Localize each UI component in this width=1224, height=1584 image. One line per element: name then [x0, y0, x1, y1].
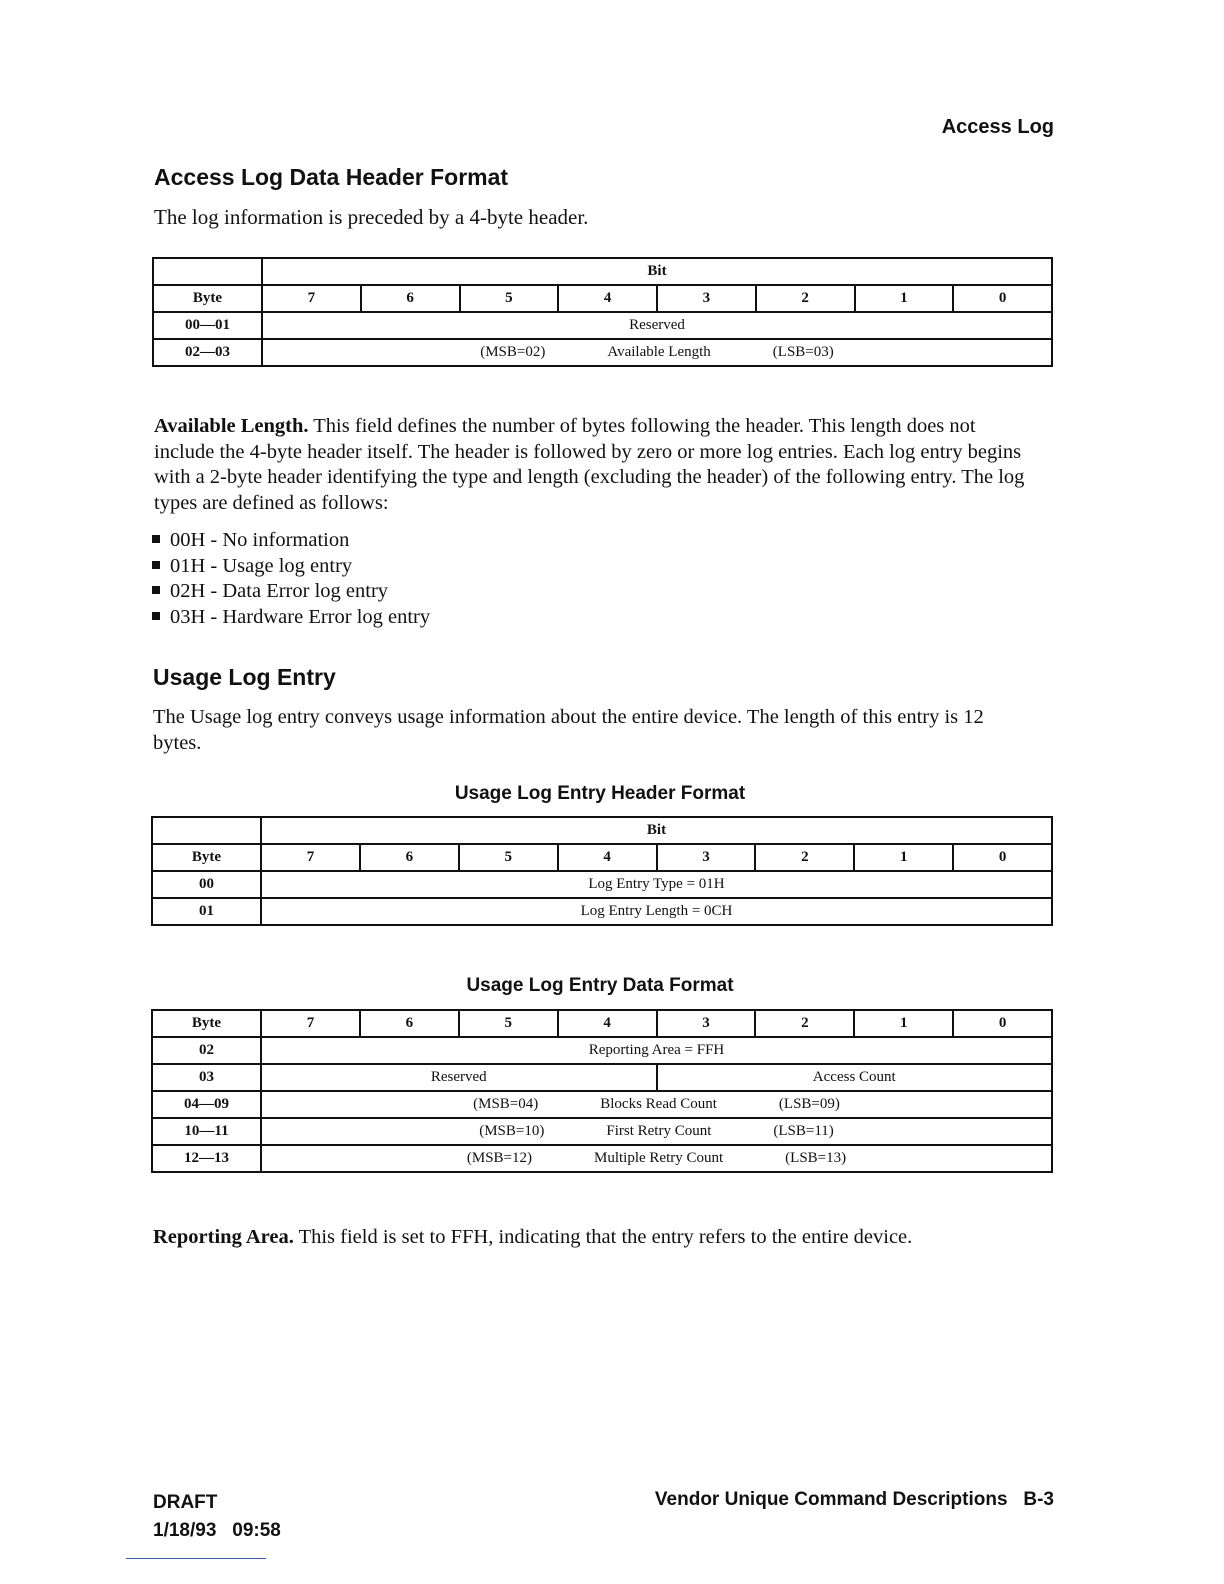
byte-cell: 03: [152, 1064, 261, 1091]
byte-cell: 04—09: [152, 1091, 261, 1118]
field-cell: [261, 1118, 1052, 1145]
table-row: [153, 258, 1052, 285]
table-row: [152, 1037, 1052, 1064]
table-row: [153, 339, 1052, 366]
table-corner-cell: [153, 258, 262, 285]
msb-label: (MSB=10): [479, 1123, 545, 1139]
byte-cell: 01: [152, 898, 261, 925]
usage-log-paragraph: The Usage log entry conveys usage information about the entire device. The length of this entry is 12 bytes.: [153, 706, 984, 754]
footer-draft-block: [153, 1489, 281, 1545]
bit-number-cell: 2: [755, 1010, 854, 1037]
data-header-format-table: [152, 257, 1053, 367]
bit-header-cell: Bit: [262, 258, 1052, 285]
field-name: Multiple Retry Count: [594, 1150, 724, 1166]
bit-number-cell: 3: [657, 285, 756, 312]
field-name: Blocks Read Count: [600, 1096, 717, 1112]
bit-number-cell: 6: [360, 844, 459, 871]
draft-time: 09:58: [232, 1520, 281, 1541]
field-name: Available Length: [607, 344, 711, 360]
lsb-label: (LSB=11): [773, 1123, 834, 1139]
bit-number-cell: 2: [756, 285, 855, 312]
table-row: [152, 871, 1052, 898]
bit-number-cell: 6: [361, 285, 460, 312]
bit-number-cell: 1: [854, 1010, 953, 1037]
log-type-list: [152, 528, 430, 630]
bit-number-cell: 1: [855, 285, 954, 312]
msb-label: (MSB=04): [473, 1096, 539, 1112]
reporting-area-text: This field is set to FFH, indicating that the entry refers to the entire device.: [293, 1226, 913, 1248]
bit-number-cell: 0: [953, 844, 1052, 871]
bullet-icon: [152, 612, 160, 620]
intro-paragraph: The log information is preceded by a 4-byte header.: [154, 205, 589, 229]
bit-number-cell: 1: [854, 844, 953, 871]
bit-number-cell: 7: [261, 1010, 360, 1037]
term-available-length: Available Length.: [154, 415, 309, 437]
table-row: [153, 285, 1052, 312]
bit-number-cell: 3: [657, 844, 756, 871]
list-item: 01H - Usage log entry: [152, 554, 430, 580]
field-cell: [262, 339, 1052, 366]
usage-header-format-table: [151, 816, 1053, 926]
bit-number-cell: 7: [262, 285, 361, 312]
bit-number-cell: 3: [657, 1010, 756, 1037]
running-header: Access Log: [941, 116, 1054, 138]
bit-number-cell: 0: [953, 285, 1052, 312]
field-cell: Log Entry Type = 01H: [261, 871, 1052, 898]
bit-number-cell: 4: [558, 844, 657, 871]
byte-header-cell: Byte: [152, 844, 261, 871]
footer-divider: [126, 1558, 266, 1559]
table-row: [152, 844, 1052, 871]
bit-number-cell: 6: [360, 1010, 459, 1037]
field-cell: Access Count: [657, 1064, 1053, 1091]
field-cell: Reserved: [261, 1064, 657, 1091]
page-number: B-3: [1023, 1489, 1054, 1510]
field-cell: Log Entry Length = 0CH: [261, 898, 1052, 925]
bit-number-cell: 4: [558, 1010, 657, 1037]
table-row: [152, 1010, 1052, 1037]
msb-label: (MSB=02): [480, 344, 546, 360]
available-length-text: This field defines the number of bytes following the header. This length does not include the 4-byte header itself. The header is followed by zero or more log entries. Each log entry begins with a 2-byte header identifying the type and length (excluding the header) of the following entry. The log types are defined as follows:: [154, 415, 1025, 514]
table-row: [152, 1118, 1052, 1145]
bit-number-cell: 5: [459, 1010, 558, 1037]
footer-section-title: Vendor Unique Command Descriptions: [654, 1489, 1008, 1510]
list-item: 03H - Hardware Error log entry: [152, 605, 430, 631]
byte-cell: 02: [152, 1037, 261, 1064]
section-title-data-header-format: Access Log Data Header Format: [154, 164, 509, 190]
bullet-icon: [152, 535, 160, 543]
byte-header-cell: Byte: [153, 285, 262, 312]
lsb-label: (LSB=13): [785, 1150, 847, 1166]
msb-label: (MSB=12): [466, 1150, 532, 1166]
table-row: [152, 817, 1052, 844]
byte-cell: 12—13: [152, 1145, 261, 1172]
term-reporting-area: Reporting Area.: [153, 1226, 294, 1248]
footer-section: [655, 1489, 1054, 1511]
byte-header-cell: Byte: [152, 1010, 261, 1037]
draft-date: 1/18/93: [153, 1520, 217, 1541]
usage-data-format-table: [151, 1009, 1053, 1173]
byte-cell: 02—03: [153, 339, 262, 366]
byte-cell: 10—11: [152, 1118, 261, 1145]
bit-number-cell: 0: [953, 1010, 1052, 1037]
table-corner-cell: [152, 817, 261, 844]
table-row: [152, 1091, 1052, 1118]
list-item: 02H - Data Error log entry: [152, 579, 430, 605]
byte-cell: 00—01: [153, 312, 262, 339]
bullet-icon: [152, 561, 160, 569]
table-row: [153, 312, 1052, 339]
table-row: [152, 1145, 1052, 1172]
lsb-label: (LSB=03): [772, 344, 834, 360]
section-title-usage-log-entry: Usage Log Entry: [153, 664, 336, 690]
field-cell: Reporting Area = FFH: [261, 1037, 1052, 1064]
bit-number-cell: 4: [558, 285, 657, 312]
field-cell: [261, 1091, 1052, 1118]
bit-number-cell: 2: [755, 844, 854, 871]
bit-number-cell: 7: [261, 844, 360, 871]
bit-number-cell: 5: [460, 285, 559, 312]
field-name: First Retry Count: [606, 1123, 712, 1139]
available-length-paragraph: [154, 414, 1034, 516]
table-caption-header-format: Usage Log Entry Header Format: [454, 783, 746, 804]
byte-cell: 00: [152, 871, 261, 898]
bullet-icon: [152, 586, 160, 594]
reporting-area-paragraph: [153, 1225, 1093, 1251]
draft-label: DRAFT: [153, 1492, 218, 1513]
table-caption-data-format: Usage Log Entry Data Format: [466, 975, 734, 996]
bit-header-cell: Bit: [261, 817, 1052, 844]
draft-datetime: [153, 1517, 281, 1545]
table-row: [152, 1064, 1052, 1091]
field-cell: Reserved: [262, 312, 1052, 339]
bit-number-cell: 5: [459, 844, 558, 871]
lsb-label: (LSB=09): [778, 1096, 840, 1112]
list-item: 00H - No information: [152, 528, 430, 554]
field-cell: [261, 1145, 1052, 1172]
table-row: [152, 898, 1052, 925]
